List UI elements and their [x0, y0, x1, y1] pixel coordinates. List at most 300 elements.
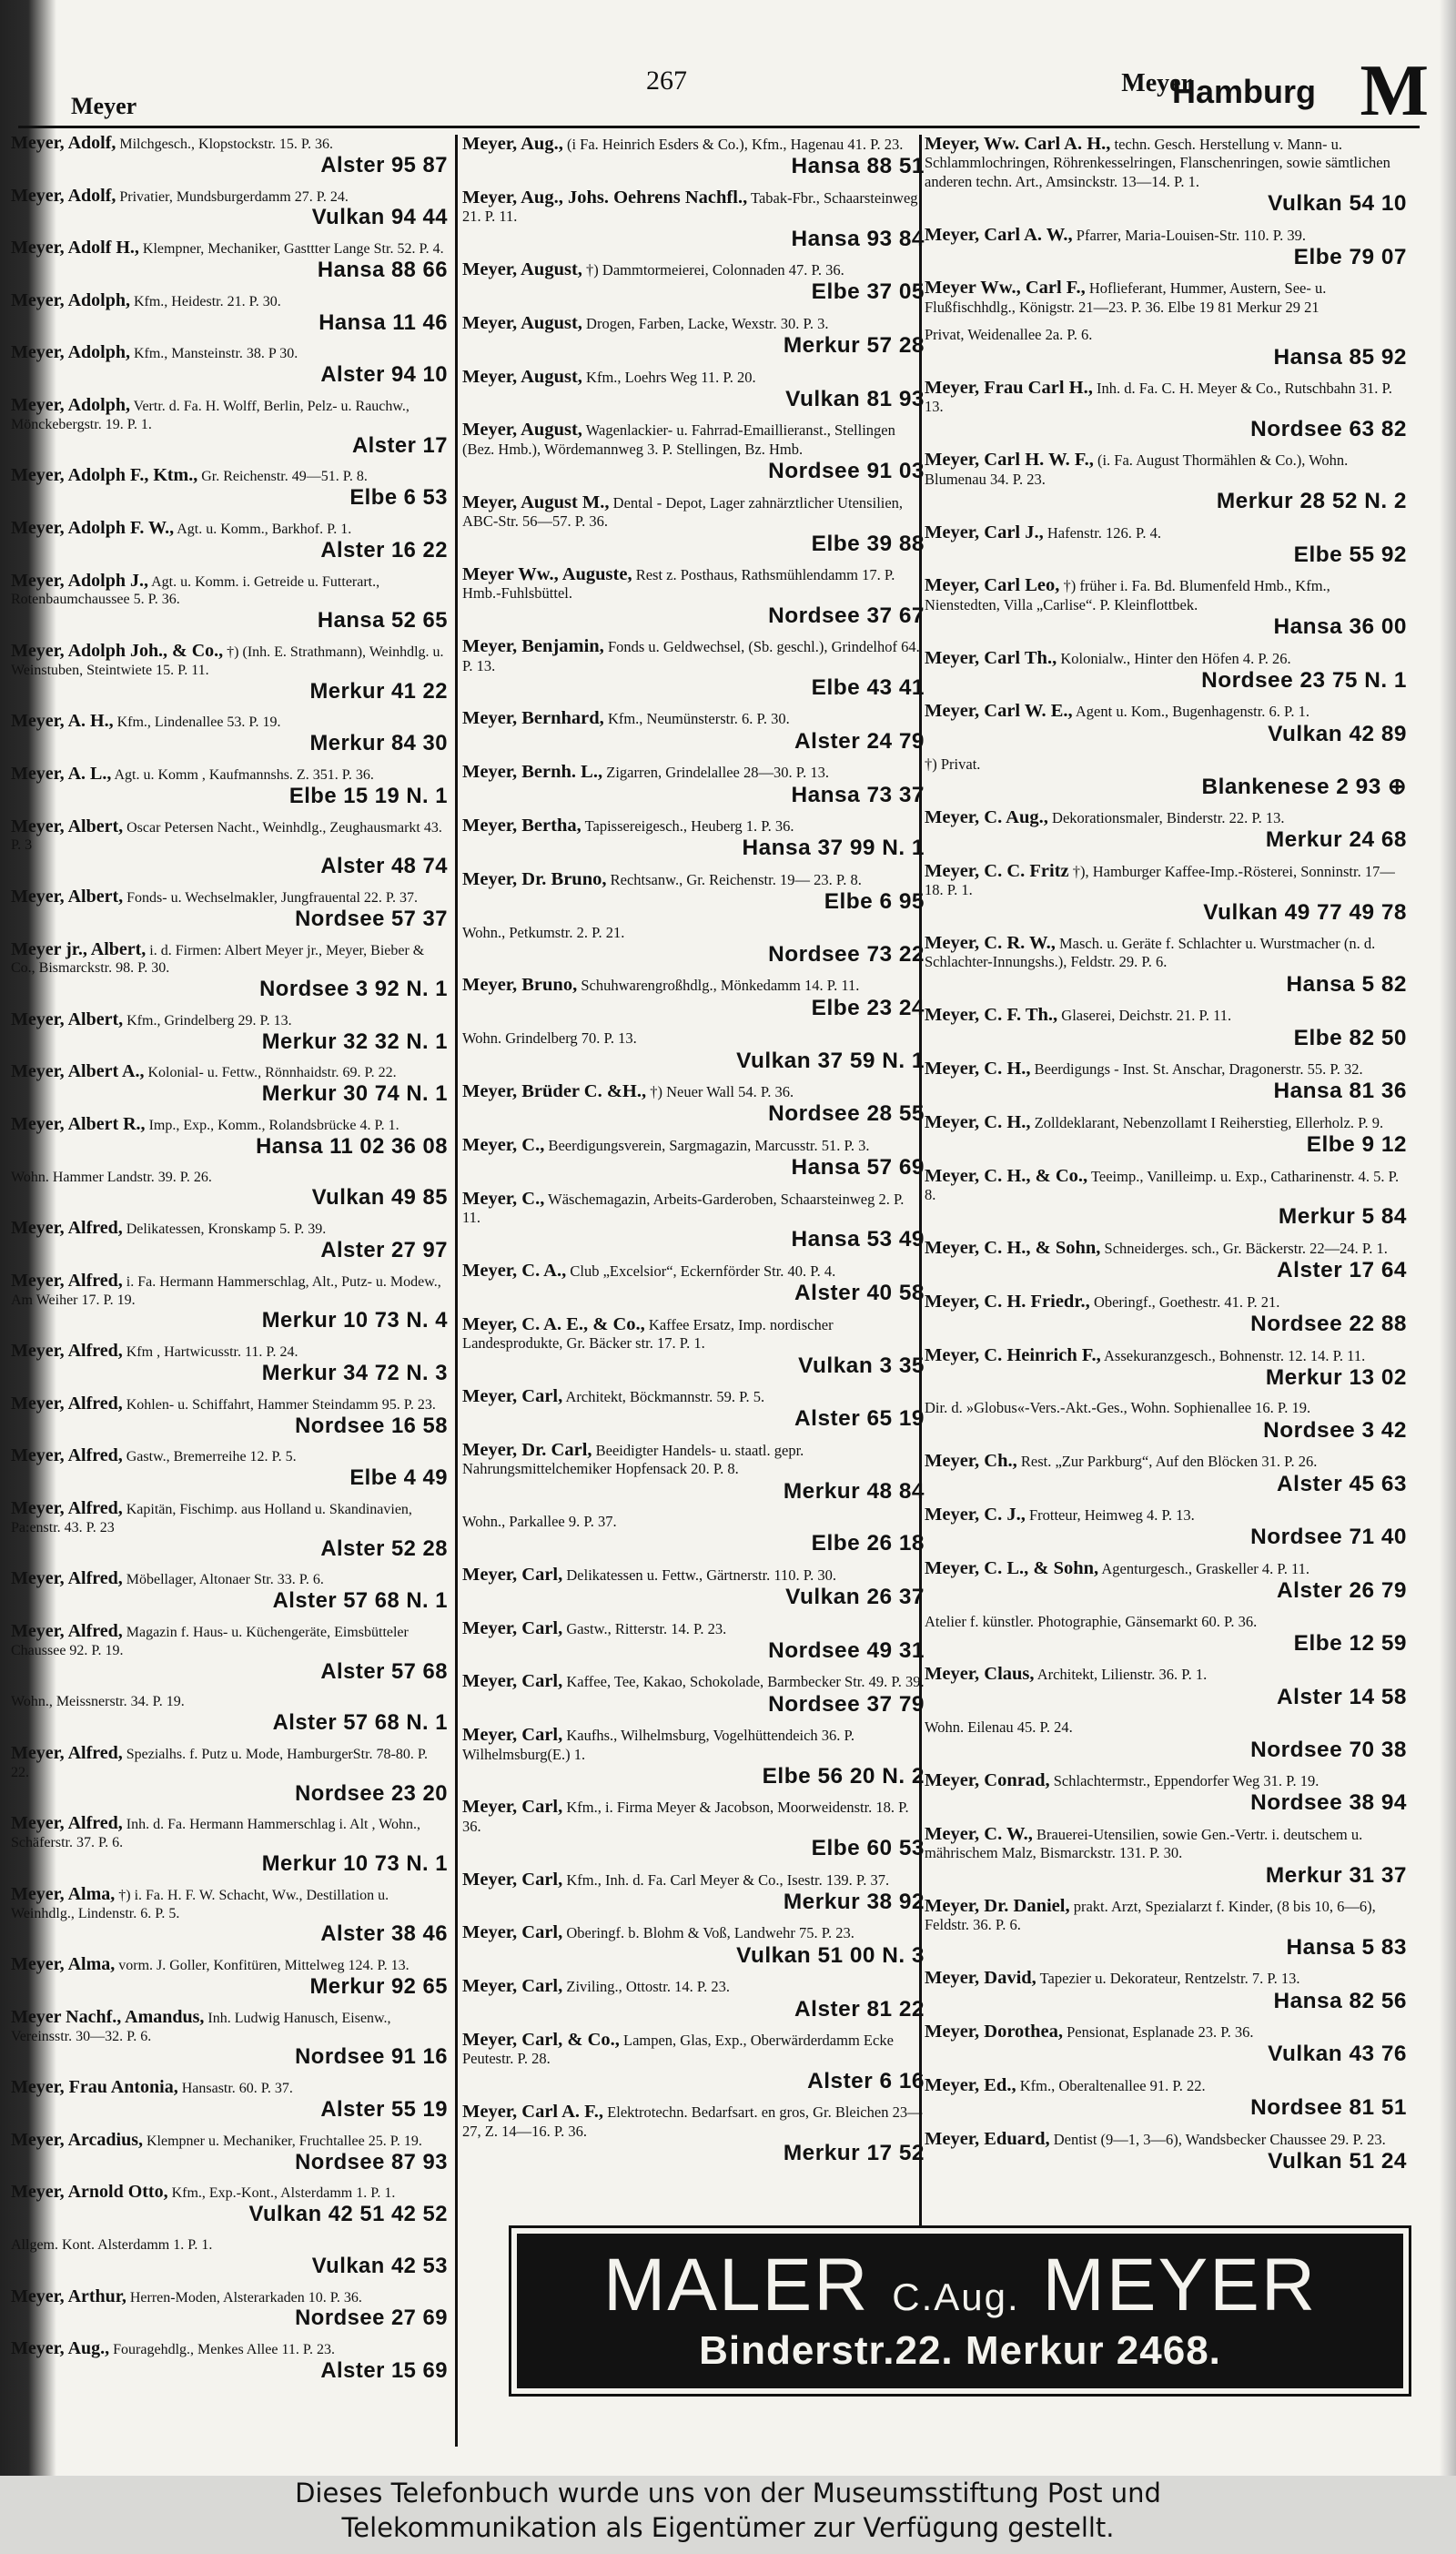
entry-name: Meyer, Alfred, — [11, 1745, 123, 1763]
entry-name: Meyer, Conrad, — [925, 1771, 1050, 1790]
directory-entry — [925, 1167, 1407, 1230]
entry-address: Agenturgesch., Graskeller 4. P. 11. — [1101, 1559, 1310, 1577]
entry-address: vorm. J. Goller, Konfitüren, Mittelweg 124. P. 13. — [118, 1958, 410, 1974]
entry-phone: Alster 57 68 N. 1 — [272, 1588, 448, 1614]
entry-address: Glaserei, Deichstr. 21. P. 11. — [1061, 1007, 1232, 1025]
directory-entry — [925, 862, 1407, 925]
entry-phone: Alster 52 28 — [320, 1535, 448, 1561]
entry-phone: Alster 55 19 — [320, 2096, 448, 2122]
entry-name: Meyer, C. H., — [925, 1112, 1031, 1132]
entry-address: Privatier, Mundsburgerdamm 27. P. 24. — [119, 188, 349, 205]
directory-entry — [11, 1500, 448, 1561]
ad-initials: C.Aug. — [892, 2275, 1020, 2318]
directory-entry — [11, 187, 448, 231]
entry-name: Meyer, August, — [462, 313, 582, 333]
directory-entry — [11, 1570, 448, 1614]
entry-name: Meyer, C. H., & Sohn, — [925, 1238, 1101, 1258]
directory-entry — [462, 1513, 925, 1556]
directory-entry — [462, 924, 925, 968]
entry-address: Kfm., Lindenallee 53. P. 19. — [116, 715, 281, 731]
header-rule — [18, 126, 1420, 128]
entry-phone: Hansa 37 99 N. 1 — [742, 836, 925, 861]
entry-phone: Vulkan 94 44 — [311, 205, 448, 230]
entry-phone: Blankenese 2 93 ⊕ — [1201, 774, 1407, 799]
entry-phone: Alster 38 46 — [320, 1921, 448, 1947]
entry-address: †) i. Fa. H. F. W. Schacht, Ww., Destillation u. Weinhdlg., Lindenstr. 6. P. 5. — [11, 1887, 389, 1921]
entry-name: Meyer, Adolph, — [11, 291, 130, 310]
directory-entry — [462, 260, 925, 305]
directory-entry — [11, 2288, 448, 2332]
directory-entry — [11, 1886, 448, 1947]
directory-entry — [925, 1452, 1407, 1496]
entry-address: Milchgesch., Klopstockstr. 15. P. 36. — [119, 137, 334, 152]
entry-name: Meyer, C. H., — [925, 1059, 1031, 1079]
entry-address: Fonds u. Geldwechsel, (Sb. geschl.), Grindelhof 64. P. 13. — [462, 638, 920, 674]
entry-name: Meyer, C. J., — [925, 1505, 1026, 1525]
entry-address: Architekt, Lilienstr. 36. P. 1. — [1036, 1666, 1208, 1684]
entry-phone: Alster 27 97 — [320, 1238, 448, 1263]
entry-address: Privat, Weidenallee 2a. P. 6. — [925, 326, 1093, 344]
entry-phone: Merkur 48 84 — [783, 1478, 925, 1504]
entry-phone: Alster 17 64 — [1277, 1258, 1407, 1283]
entry-name: Meyer, Bernh. L., — [462, 763, 603, 783]
entry-address: Beeidigter Handels- u. staatl. gepr. Nahrungsmittelchemiker Hopfensack 20. P. 8. — [462, 1441, 804, 1478]
entry-address: Kaffee Ersatz, Imp. nordischer Landesprodukte, Gr. Bäcker str. 17. P. 1. — [462, 1315, 834, 1353]
directory-entry — [925, 135, 1407, 217]
directory-entry — [11, 1343, 448, 1386]
entry-address: Hoflieferant, Hummer, Austern, See- u. Flußfischhdlg., Königstr. 21—23. P. 36. Elbe 19 81 Merkur 29 21 — [925, 279, 1327, 316]
entry-address: Schlachtermstr., Eppendorfer Weg 31. P. 19. — [1053, 1772, 1320, 1789]
directory-entry — [462, 135, 925, 179]
entry-phone: Vulkan 51 24 — [1268, 2149, 1407, 2174]
entry-name: Meyer, C. A., — [462, 1261, 567, 1281]
entry-address: Assekuranzgesch., Bohnenstr. 12. 14. P. 11. — [1104, 1346, 1366, 1364]
entry-name: Meyer, C., — [462, 1135, 545, 1155]
entry-address: Pfarrer, Maria-Louisen-Str. 110. P. 39. — [1076, 226, 1306, 244]
entry-address: Club „Excelsior“, Eckernförder Str. 40. P. 4. — [570, 1262, 836, 1280]
directory-entry — [11, 1815, 448, 1876]
entry-name: Meyer, Carl A. F., — [462, 2103, 604, 2123]
directory-entry — [925, 279, 1407, 317]
entry-address: Agt. u. Komm , Kaufmannshs. Z. 351. P. 36. — [114, 766, 374, 783]
directory-entry — [925, 934, 1407, 997]
entry-address: †) Dammtormeierei, Colonnaden 47. P. 36. — [586, 261, 844, 279]
entry-address: Kfm., Exp.-Kont., Alsterdamm 1. P. 1. — [171, 2185, 396, 2202]
directory-column-1 — [11, 135, 448, 2393]
directory-entry — [11, 941, 448, 1002]
entry-name: Meyer, A. L., — [11, 765, 112, 784]
entry-phone: Elbe 9 12 — [1306, 1132, 1407, 1158]
entry-address: Allgem. Kont. Alsterdamm 1. P. 1. — [11, 2236, 213, 2253]
entry-phone: Nordsee 3 42 — [1263, 1417, 1407, 1443]
directory-entry — [462, 1923, 925, 1968]
entry-address: Agt. u. Komm. i. Getreide u. Futterart., Rotenbaumchaussee 5. P. 36. — [11, 573, 380, 608]
entry-address: Schneiderges. sch., Gr. Bäckerstr. 22—24. P. 1. — [1104, 1239, 1388, 1257]
directory-entry — [925, 1771, 1407, 1816]
entry-phone: Merkur 32 32 N. 1 — [261, 1029, 448, 1054]
entry-address: Lampen, Glas, Exp., Oberwärderdamm Ecke Peutestr. P. 28. — [462, 2032, 894, 2068]
entry-address: Hansastr. 60. P. 37. — [181, 2081, 293, 2097]
directory-entry — [925, 1969, 1407, 2013]
entry-address: Klempner u. Mechaniker, Fruchtallee 25. P. 19. — [147, 2133, 422, 2149]
directory-entry — [11, 467, 448, 511]
entry-address: Dekorationsmaler, Binderstr. 22. P. 13. — [1052, 808, 1285, 826]
entry-phone: Nordsee 49 31 — [768, 1637, 925, 1663]
directory-entry — [925, 326, 1407, 370]
entry-phone: Elbe 26 18 — [811, 1531, 925, 1556]
entry-phone: Elbe 82 50 — [1293, 1025, 1407, 1050]
entry-phone: Hansa 85 92 — [1273, 344, 1407, 370]
entry-phone: Nordsee 81 51 — [1250, 2095, 1407, 2121]
entry-phone: Vulkan 42 51 42 52 — [248, 2202, 448, 2227]
entry-name: Meyer, Carl, — [462, 1618, 563, 1638]
entry-address: Architekt, Böckmannstr. 59. P. 5. — [565, 1387, 765, 1405]
entry-name: Meyer, Carl W. E., — [925, 702, 1073, 722]
directory-entry — [925, 1346, 1407, 1391]
entry-name: Meyer, Alfred, — [11, 1623, 123, 1642]
directory-entry — [925, 1559, 1407, 1604]
directory-entry — [925, 1239, 1407, 1283]
entry-address: Oscar Petersen Nacht., Weinhdlg., Zeughausmarkt 43. P. 3 — [11, 819, 442, 854]
directory-entry — [462, 565, 925, 628]
entry-address: Herren-Moden, Alsterarkaden 10. P. 36. — [129, 2289, 362, 2306]
entry-address: Klempner, Mechaniker, Gasttter Lange Str. 52. P. 4. — [142, 241, 444, 258]
entry-name: Meyer, Alma, — [11, 1956, 116, 1975]
entry-phone: Alster 24 79 — [794, 728, 925, 754]
entry-name: Meyer, Eduard, — [925, 2129, 1050, 2149]
directory-entry — [462, 2031, 925, 2093]
entry-address: Gastw., Bremerreihe 12. P. 5. — [126, 1449, 297, 1465]
directory-entry — [11, 1272, 448, 1333]
entry-address: Gr. Reichenstr. 49—51. P. 8. — [201, 469, 368, 485]
entry-name: Meyer, August M., — [462, 492, 610, 512]
entry-address: Schuhwarengroßhdlg., Mönkedamm 14. P. 11. — [581, 977, 860, 995]
directory-entry — [925, 808, 1407, 853]
entry-name: Meyer, Carl, — [462, 1977, 563, 1997]
directory-entry — [11, 713, 448, 756]
entry-phone: Nordsee 57 37 — [295, 906, 448, 931]
entry-name: Meyer, Arthur, — [11, 2287, 126, 2306]
entry-name: Meyer, C. L., & Sohn, — [925, 1558, 1099, 1578]
entry-phone: Vulkan 81 93 — [785, 387, 925, 412]
entry-phone: Hansa 52 65 — [317, 608, 448, 633]
entry-address: Inh. d. Fa. Hermann Hammerschlag i. Alt , Wohn., Schäferstr. 37. P. 6. — [11, 1817, 420, 1851]
entry-phone: Hansa 88 66 — [317, 257, 448, 282]
directory-entry — [11, 818, 448, 879]
entry-name: Meyer, Carl, — [462, 1386, 563, 1406]
entry-address: Elektrotechn. Bedarfsart. en gros, Gr. Bleichen 23—27, Z. 14—16. P. 36. — [462, 2103, 923, 2140]
entry-address: Beerdigungs - Inst. St. Anschar, Dragonerstr. 55. P. 32. — [1034, 1060, 1363, 1079]
directory-entry — [925, 1399, 1407, 1443]
entry-address: Frotteur, Heimweg 4. P. 13. — [1028, 1505, 1195, 1524]
directory-entry — [462, 1726, 925, 1789]
entry-address: (i Fa. Heinrich Esders & Co.), Kfm., Hagenau 41. P. 23. — [566, 136, 904, 153]
entry-phone: Nordsee 37 79 — [768, 1691, 925, 1717]
entry-phone: Elbe 79 07 — [1293, 245, 1407, 270]
directory-entry — [925, 1897, 1407, 1960]
entry-address: Zolldeklarant, Nebenzollamt I Reiherstieg, Ellerholz. P. 9. — [1034, 1113, 1384, 1131]
entry-address: (i. Fa. August Thormählen & Co.), Wohn. Blumenau 34. P. 23. — [925, 451, 1349, 488]
directory-entry — [462, 1619, 925, 1664]
entry-address: Fonds- u. Wechselmakler, Jungfrauental 22. P. 37. — [126, 889, 419, 906]
directory-entry — [11, 1063, 448, 1107]
entry-name: Meyer, Bertha, — [462, 816, 581, 836]
entry-phone: Hansa 73 37 — [791, 782, 925, 807]
directory-entry — [11, 888, 448, 932]
entry-address: Wagenlackier- u. Fahrrad-Emaillieranst., Stellingen (Bez. Hmb.), Wördemannweg 3. P. Stellingen, Bz. Hmb. — [462, 421, 895, 458]
entry-phone: Nordsee 91 03 — [768, 459, 925, 484]
directory-entry — [462, 1441, 925, 1504]
entry-phone: Merkur 17 52 — [783, 2141, 925, 2166]
directory-entry — [925, 702, 1407, 746]
entry-phone: Nordsee 87 93 — [295, 2149, 448, 2174]
entry-phone: Elbe 4 49 — [349, 1465, 448, 1491]
directory-entry — [11, 1395, 448, 1439]
entry-address: Kfm., Inh. d. Fa. Carl Meyer & Co., Isestr. 139. P. 37. — [566, 1870, 890, 1889]
directory-entry — [925, 1718, 1407, 1762]
entry-address: Wäschemagazin, Arbeits-Garderoben, Schaarsteinweg 2. P. 11. — [462, 1190, 905, 1227]
directory-entry — [462, 2103, 925, 2165]
entry-phone: Elbe 23 24 — [811, 995, 925, 1020]
entry-name: Meyer, Alfred, — [11, 1394, 123, 1414]
entry-phone: Alster 48 74 — [320, 854, 448, 879]
entry-name: Meyer, Carl, — [462, 1672, 563, 1692]
directory-entry — [462, 1315, 925, 1378]
directory-entry — [462, 1190, 925, 1252]
entry-address: Rest z. Posthaus, Rathsmühlendamm 17. P. Hmb.-Fuhlsbüttel. — [462, 565, 895, 603]
entry-address: Wohn., Petkumstr. 2. P. 21. — [462, 923, 625, 941]
entry-name: Meyer, Adolph F. W., — [11, 519, 175, 538]
entry-address: Kohlen- u. Schiffahrt, Hammer Steindamm 95. P. 23. — [126, 1396, 436, 1413]
entry-phone: Hansa 93 84 — [791, 226, 925, 251]
directory-entry — [11, 2236, 448, 2279]
entry-name: Meyer, C. H. Friedr., — [925, 1292, 1090, 1312]
entry-phone: Vulkan 42 53 — [311, 2253, 448, 2278]
entry-phone: Nordsee 73 22 — [768, 942, 925, 967]
directory-entry — [11, 2132, 448, 2175]
entry-phone: Hansa 82 56 — [1273, 1988, 1407, 2013]
directory-entry — [462, 976, 925, 1020]
entry-name: Meyer, Carl, — [462, 1565, 563, 1585]
directory-entry — [925, 1665, 1407, 1709]
ad-word-meyer: MEYER — [1042, 2244, 1318, 2326]
header-letter: M — [1360, 51, 1429, 131]
entry-phone: Nordsee 71 40 — [1250, 1525, 1407, 1550]
entry-name: Meyer, Carl H. W. F., — [925, 451, 1094, 471]
entry-address: Tabak-Fbr., Schaarsteinweg 21. P. 11. — [462, 188, 918, 226]
entry-address: Brauerei-Utensilien, sowie Gen.-Vertr. i. deutschem u. mährischem Malz, Bismarckstr. 131. P. 30. — [925, 1825, 1363, 1862]
directory-entry — [462, 763, 925, 807]
entry-phone: Merkur 28 52 N. 2 — [1216, 489, 1407, 514]
entry-phone: Nordsee 3 92 N. 1 — [259, 977, 448, 1002]
directory-entry — [11, 135, 448, 178]
entry-phone: Merkur 24 68 — [1265, 827, 1407, 853]
entry-address: Kfm., i. Firma Meyer & Jacobson, Moorweidenstr. 18. P. 36. — [462, 1799, 909, 1835]
entry-address: Kaufhs., Wilhelmsburg, Vogelhüttendeich 36. P. Wilhelmsburg(E.) 1. — [462, 1727, 855, 1763]
entry-phone: Alster 94 10 — [320, 362, 448, 388]
entry-phone: Hansa 81 36 — [1273, 1079, 1407, 1104]
entry-address: Dental - Depot, Lager zahnärztlicher Utensilien, ABC-Str. 56—57. P. 36. — [462, 493, 904, 531]
entry-phone: Nordsee 28 55 — [768, 1101, 925, 1127]
entry-phone: Nordsee 63 82 — [1250, 416, 1407, 441]
entry-address: Dir. d. »Globus«-Vers.-Akt.-Ges., Wohn. Sophienallee 16. P. 19. — [925, 1399, 1311, 1417]
directory-entry — [462, 1082, 925, 1127]
entry-name: Meyer, Dr. Bruno, — [462, 869, 607, 889]
entry-name: Meyer, Carl, — [462, 1870, 563, 1890]
directory-entry — [11, 520, 448, 563]
entry-name: Meyer, Dr. Daniel, — [925, 1897, 1070, 1917]
entry-address: Inh. Ludwig Hanusch, Eisenw., Vereinsstr. 30—32. P. 6. — [11, 2010, 391, 2044]
footer-line-1: Dieses Telefonbuch wurde uns von der Museumsstiftung Post und — [295, 2478, 1161, 2508]
entry-name: Meyer, Dorothea, — [925, 2022, 1063, 2042]
directory-entry — [925, 1825, 1407, 1888]
entry-name: Meyer, Albert R., — [11, 1116, 146, 1135]
entry-name: Meyer, David, — [925, 1969, 1036, 1989]
entry-address: i. d. Firmen: Albert Meyer jr., Meyer, Bieber & Co., Bismarckstr. 98. P. 30. — [11, 942, 425, 977]
entry-address: Drogen, Farben, Lacke, Wexstr. 30. P. 3. — [586, 314, 829, 332]
entry-phone: Nordsee 38 94 — [1250, 1790, 1407, 1816]
entry-name: Meyer, Albert, — [11, 817, 124, 836]
entry-name: Meyer, Alfred, — [11, 1570, 123, 1589]
directory-entry — [462, 1566, 925, 1610]
entry-phone: Alster 14 58 — [1277, 1684, 1407, 1709]
entry-phone: Alster 45 63 — [1277, 1471, 1407, 1496]
directory-entry — [462, 1672, 925, 1717]
directory-entry — [925, 1006, 1407, 1050]
entry-name: Meyer, Arcadius, — [11, 2131, 143, 2150]
entry-address: Kolonialw., Hinter den Höfen 4. P. 26. — [1060, 649, 1291, 667]
entry-name: Meyer, August, — [462, 421, 582, 441]
ad-word-maler: MALER — [602, 2244, 870, 2326]
entry-phone: Nordsee 16 58 — [295, 1413, 448, 1438]
entry-name: Meyer, Frau Carl H., — [925, 379, 1093, 399]
entry-address: †) (Inh. E. Strathmann), Weinhdlg. u. Weinstuben, Steintwiete 15. P. 11. — [11, 644, 444, 678]
entry-phone: Merkur 84 30 — [309, 731, 448, 756]
entry-phone: Vulkan 43 76 — [1268, 2042, 1407, 2067]
column-divider — [455, 135, 458, 2447]
entry-phone: Alster 15 69 — [320, 2357, 448, 2383]
directory-column-2 — [462, 135, 925, 2175]
header-left-name: Meyer — [71, 93, 137, 119]
entry-name: Meyer, Alfred, — [11, 1220, 123, 1239]
entry-name: Meyer Ww., Carl F., — [925, 279, 1086, 299]
entry-address: Delikatessen, Kronskamp 5. P. 39. — [126, 1221, 327, 1238]
entry-phone: Nordsee 27 69 — [295, 2306, 448, 2331]
directory-entry — [11, 1745, 448, 1806]
entry-name: Meyer, Alfred, — [11, 1815, 123, 1834]
directory-entry — [11, 643, 448, 704]
entry-name: Meyer, Brüder C. &H., — [462, 1082, 647, 1102]
ad-headline — [517, 2243, 1403, 2328]
entry-name: Meyer Ww., Auguste, — [462, 564, 632, 584]
footer-notice — [0, 2476, 1456, 2554]
directory-entry — [11, 1956, 448, 2000]
entry-phone: Alster 17 — [351, 432, 448, 458]
entry-phone: Merkur 10 73 N. 4 — [261, 1308, 448, 1333]
directory-entry — [11, 1220, 448, 1263]
directory-entry — [462, 709, 925, 754]
header-city: Hamburg — [1171, 73, 1316, 110]
directory-entry — [462, 188, 925, 251]
directory-entry — [462, 1870, 925, 1915]
entry-phone: Alster 57 68 N. 1 — [272, 1710, 448, 1736]
entry-phone: Vulkan 42 89 — [1268, 721, 1407, 746]
entry-address: Tapissereigesch., Heuberg 1. P. 36. — [584, 816, 794, 835]
ad-address-phone: Binderstr.22. Merkur 2468. — [699, 2328, 1221, 2373]
entry-address: Oberingf., Goethestr. 41. P. 21. — [1093, 1292, 1280, 1311]
entry-phone: Merkur 5 84 — [1278, 1204, 1407, 1230]
entry-address: Spezialhs. f. Putz u. Mode, HamburgerStr. 78-80. P. 22. — [11, 1747, 428, 1780]
entry-address: Ziviling., Ottostr. 14. P. 23. — [566, 1978, 731, 1996]
directory-entry — [925, 576, 1407, 639]
entry-name: Meyer, Claus, — [925, 1665, 1035, 1685]
directory-entry — [925, 755, 1407, 799]
entry-phone: Hansa 11 02 36 08 — [256, 1133, 448, 1159]
directory-entry — [11, 292, 448, 336]
directory-entry — [11, 1169, 448, 1211]
entry-phone: Vulkan 49 77 49 78 — [1203, 899, 1407, 925]
entry-name: Meyer, Ed., — [925, 2075, 1016, 2095]
entry-name: Meyer, Arnold Otto, — [11, 2184, 168, 2203]
directory-entry — [462, 1136, 925, 1181]
entry-name: Meyer, C. R. W., — [925, 934, 1056, 953]
entry-phone: Merkur 57 28 — [783, 333, 925, 359]
entry-name: Meyer, Ch., — [925, 1452, 1017, 1472]
entry-address: Kfm., Mansteinstr. 38. P 30. — [133, 346, 298, 362]
entry-phone: Alster 16 22 — [320, 537, 448, 562]
entry-phone: Elbe 6 95 — [824, 889, 925, 915]
directory-entry — [462, 1029, 925, 1073]
entry-name: Meyer, Albert, — [11, 1010, 124, 1029]
entry-name: Meyer, Carl, & Co., — [462, 2031, 620, 2051]
entry-phone: Vulkan 49 85 — [311, 1185, 448, 1211]
entry-address: Wohn., Meissnerstr. 34. P. 19. — [11, 1694, 185, 1710]
entry-name: Meyer, C. H., & Co., — [925, 1166, 1088, 1186]
entry-phone: Merkur 13 02 — [1265, 1364, 1407, 1390]
entry-phone: Elbe 56 20 N. 2 — [762, 1764, 925, 1789]
directory-entry — [11, 344, 448, 388]
entry-address: Atelier f. künstler. Photographie, Gänsemarkt 60. P. 36. — [925, 1612, 1258, 1630]
entry-phone: Vulkan 37 59 N. 1 — [736, 1048, 925, 1073]
entry-name: Meyer, Dr. Carl, — [462, 1440, 592, 1460]
entry-name: Meyer, Carl, — [462, 1798, 563, 1818]
entry-name: Meyer, Carl Th., — [925, 648, 1057, 668]
directory-entry — [462, 1262, 925, 1306]
entry-phone: Elbe 37 05 — [811, 279, 925, 305]
entry-phone: Hansa 5 82 — [1286, 971, 1407, 997]
entry-phone: Hansa 11 46 — [318, 309, 448, 335]
entry-phone: Elbe 15 19 N. 1 — [288, 783, 448, 808]
entry-address: Rest. „Zur Parkburg“, Auf den Blöcken 31. P. 26. — [1020, 1453, 1318, 1471]
entry-address: Gastw., Ritterstr. 14. P. 23. — [566, 1619, 727, 1637]
entry-name: Meyer, Carl, — [462, 1923, 563, 1943]
page-number: 267 — [646, 66, 687, 96]
entry-phone: Nordsee 70 38 — [1250, 1737, 1407, 1762]
entry-phone: Nordsee 37 67 — [768, 603, 925, 628]
entry-phone: Vulkan 26 37 — [785, 1585, 925, 1610]
entry-address: Beerdigungsverein, Sargmagazin, Marcusstr. 51. P. 3. — [548, 1136, 870, 1154]
entry-phone: Elbe 39 88 — [811, 531, 925, 556]
entry-address: Masch. u. Geräte f. Schlachter u. Wurstmacher (n. d. Schlachter-Innungshs.), Feldstr. 29. P. 6. — [925, 935, 1376, 971]
entry-address: Zigarren, Grindelallee 28—30. P. 13. — [606, 764, 829, 782]
entry-name: Meyer, Frau Antonia, — [11, 2079, 178, 2098]
entry-name: Meyer, Carl Leo, — [925, 576, 1060, 596]
entry-name: Meyer, Alfred, — [11, 1500, 123, 1519]
entry-name: Meyer, C. Aug., — [925, 807, 1048, 827]
footer-line-2: Telekommunikation als Eigentümer zur Verfügung gestellt. — [341, 2512, 1115, 2543]
entry-phone: Merkur 31 37 — [1265, 1862, 1407, 1888]
directory-entry — [11, 1623, 448, 1684]
